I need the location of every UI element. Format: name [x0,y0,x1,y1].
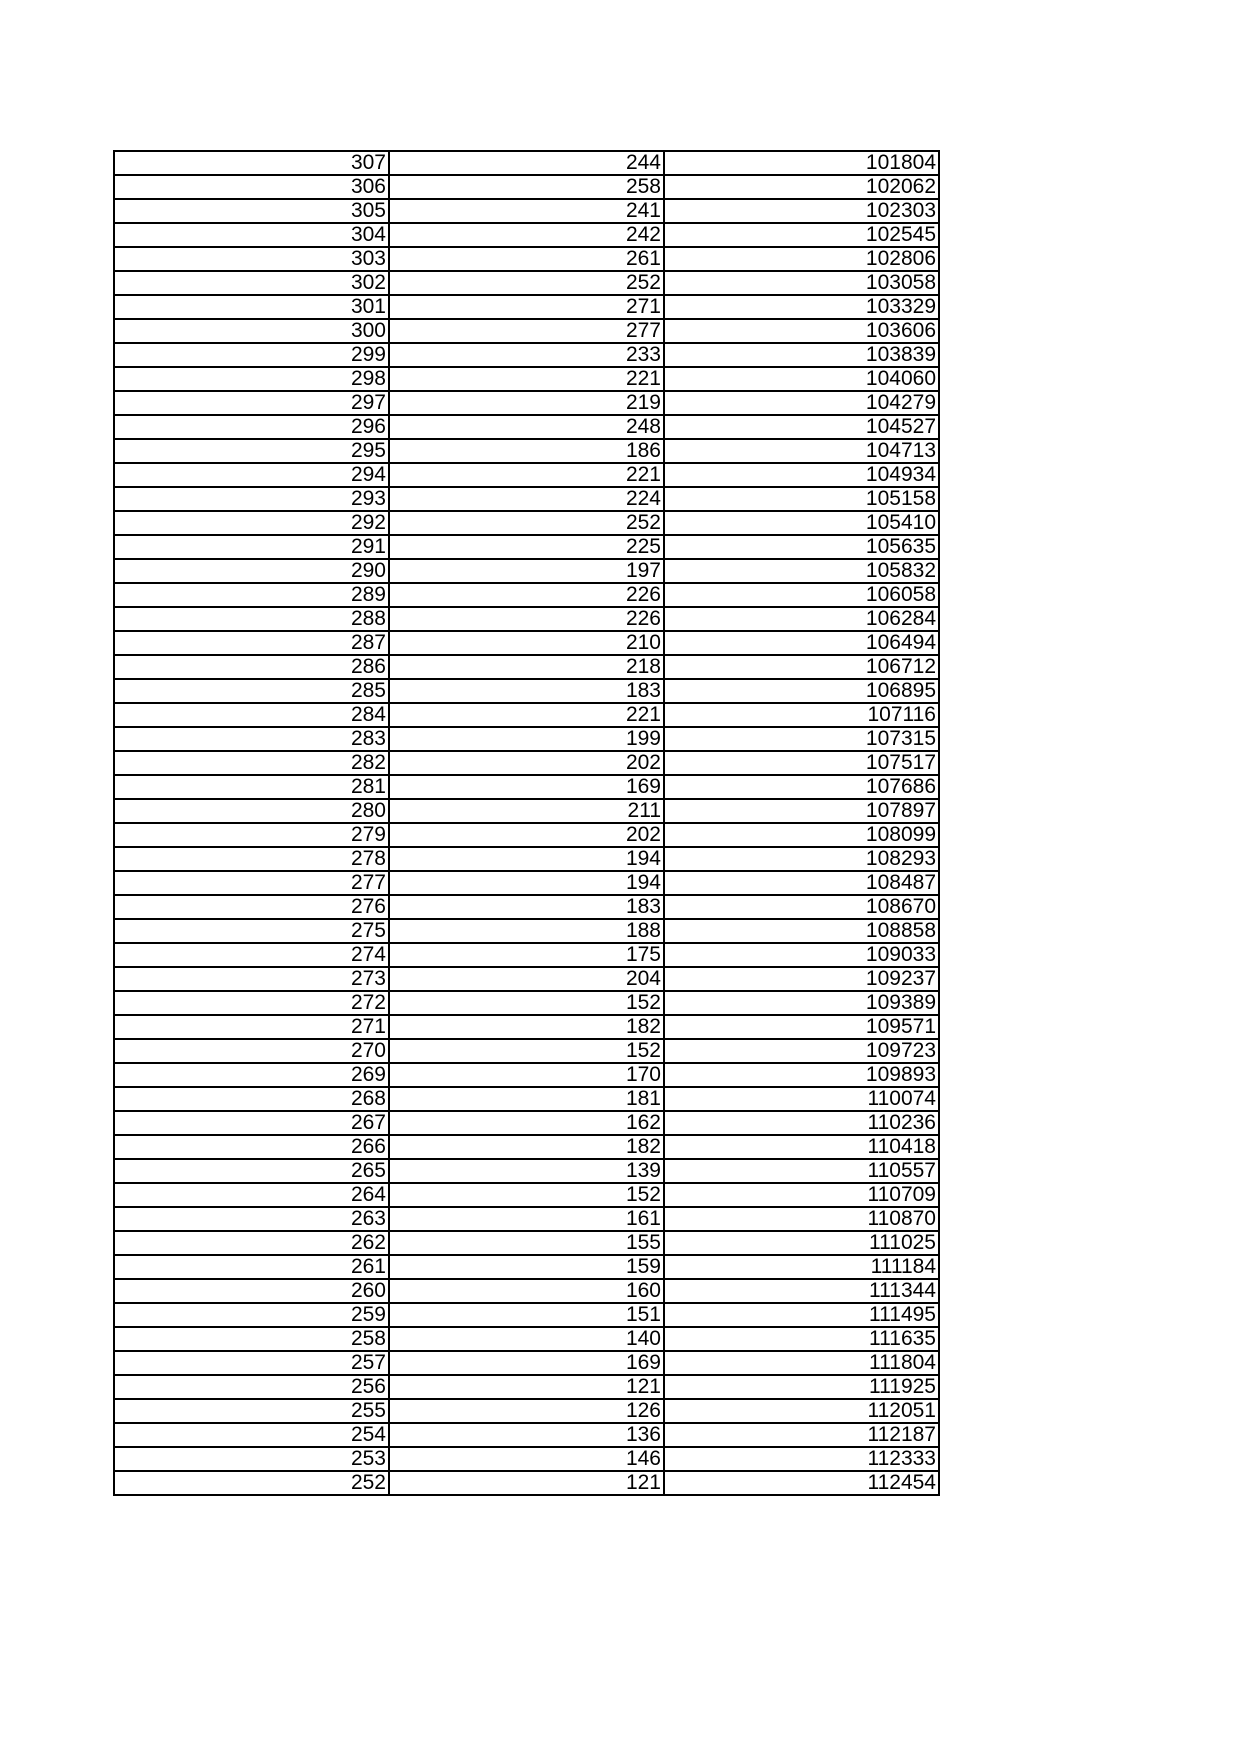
table-row [114,1111,939,1135]
cumulative-cell: 106058 [664,583,939,607]
score-cell: 303 [114,247,389,271]
count-cell: 244 [389,151,664,175]
score-cell: 293 [114,487,389,511]
cumulative-cell: 105158 [664,487,939,511]
table-row [114,319,939,343]
table-row [114,1039,939,1063]
table-row [114,655,939,679]
table-row [114,1375,939,1399]
table-row [114,583,939,607]
count-cell: 159 [389,1255,664,1279]
score-cell: 258 [114,1327,389,1351]
count-cell: 121 [389,1471,664,1495]
score-cell: 252 [114,1471,389,1495]
table-row [114,895,939,919]
count-cell: 175 [389,943,664,967]
cumulative-cell: 109723 [664,1039,939,1063]
score-cell: 253 [114,1447,389,1471]
score-cell: 265 [114,1159,389,1183]
table-row [114,943,939,967]
cumulative-cell: 109237 [664,967,939,991]
count-cell: 211 [389,799,664,823]
table-row [114,367,939,391]
table-row [114,487,939,511]
cumulative-cell: 108487 [664,871,939,895]
count-cell: 219 [389,391,664,415]
count-cell: 136 [389,1423,664,1447]
count-cell: 169 [389,1351,664,1375]
count-cell: 241 [389,199,664,223]
table-row [114,271,939,295]
score-cell: 305 [114,199,389,223]
table-row [114,1135,939,1159]
cumulative-cell: 106712 [664,655,939,679]
table-row [114,151,939,175]
count-cell: 277 [389,319,664,343]
score-cell: 277 [114,871,389,895]
table-row [114,295,939,319]
cumulative-cell: 109893 [664,1063,939,1087]
table-row [114,1063,939,1087]
cumulative-cell: 110870 [664,1207,939,1231]
score-cell: 307 [114,151,389,175]
score-cell: 291 [114,535,389,559]
count-cell: 152 [389,1039,664,1063]
count-cell: 183 [389,679,664,703]
count-cell: 160 [389,1279,664,1303]
cumulative-cell: 106895 [664,679,939,703]
score-cell: 300 [114,319,389,343]
cumulative-cell: 103329 [664,295,939,319]
score-cell: 276 [114,895,389,919]
table-row [114,1231,939,1255]
table-row [114,1183,939,1207]
cumulative-cell: 110236 [664,1111,939,1135]
table-row [114,1207,939,1231]
count-cell: 248 [389,415,664,439]
cumulative-cell: 105832 [664,559,939,583]
cumulative-cell: 103058 [664,271,939,295]
table-row [114,751,939,775]
table-row [114,847,939,871]
cumulative-cell: 103839 [664,343,939,367]
table-row [114,1255,939,1279]
count-cell: 146 [389,1447,664,1471]
table-row [114,391,939,415]
cumulative-cell: 102806 [664,247,939,271]
table-row [114,559,939,583]
table-row [114,463,939,487]
table-row [114,1423,939,1447]
count-cell: 140 [389,1327,664,1351]
cumulative-cell: 106494 [664,631,939,655]
score-cell: 299 [114,343,389,367]
score-cell: 281 [114,775,389,799]
cumulative-cell: 110074 [664,1087,939,1111]
count-cell: 182 [389,1015,664,1039]
table-row [114,823,939,847]
table-row [114,415,939,439]
score-cell: 306 [114,175,389,199]
score-cell: 269 [114,1063,389,1087]
count-cell: 226 [389,583,664,607]
count-cell: 151 [389,1303,664,1327]
score-cell: 256 [114,1375,389,1399]
score-cell: 295 [114,439,389,463]
score-cell: 298 [114,367,389,391]
cumulative-cell: 111635 [664,1327,939,1351]
score-cell: 272 [114,991,389,1015]
count-cell: 194 [389,871,664,895]
table-row [114,967,939,991]
score-cell: 259 [114,1303,389,1327]
count-cell: 126 [389,1399,664,1423]
cumulative-cell: 111804 [664,1351,939,1375]
count-cell: 194 [389,847,664,871]
score-cell: 262 [114,1231,389,1255]
score-cell: 261 [114,1255,389,1279]
table-row [114,511,939,535]
score-cell: 294 [114,463,389,487]
count-cell: 226 [389,607,664,631]
cumulative-cell: 109033 [664,943,939,967]
cumulative-cell: 108670 [664,895,939,919]
score-cell: 284 [114,703,389,727]
count-cell: 183 [389,895,664,919]
count-cell: 162 [389,1111,664,1135]
table-row [114,631,939,655]
count-cell: 233 [389,343,664,367]
cumulative-cell: 110418 [664,1135,939,1159]
table-row [114,1399,939,1423]
count-cell: 170 [389,1063,664,1087]
cumulative-cell: 104934 [664,463,939,487]
cumulative-cell: 108858 [664,919,939,943]
cumulative-cell: 111025 [664,1231,939,1255]
score-cell: 296 [114,415,389,439]
cumulative-cell: 107897 [664,799,939,823]
count-cell: 221 [389,703,664,727]
cumulative-cell: 108293 [664,847,939,871]
table-row [114,775,939,799]
cumulative-cell: 107116 [664,703,939,727]
score-cell: 273 [114,967,389,991]
table-row [114,247,939,271]
table-row [114,1087,939,1111]
count-cell: 221 [389,367,664,391]
count-cell: 225 [389,535,664,559]
score-cell: 289 [114,583,389,607]
count-cell: 161 [389,1207,664,1231]
score-cell: 254 [114,1423,389,1447]
table-row [114,1015,939,1039]
cumulative-cell: 111184 [664,1255,939,1279]
cumulative-cell: 104527 [664,415,939,439]
count-cell: 186 [389,439,664,463]
count-cell: 155 [389,1231,664,1255]
count-cell: 242 [389,223,664,247]
table-row [114,679,939,703]
score-cell: 275 [114,919,389,943]
count-cell: 252 [389,511,664,535]
cumulative-cell: 110709 [664,1183,939,1207]
table-row [114,439,939,463]
count-cell: 169 [389,775,664,799]
cumulative-cell: 105410 [664,511,939,535]
table-row [114,535,939,559]
count-cell: 224 [389,487,664,511]
count-cell: 218 [389,655,664,679]
score-cell: 280 [114,799,389,823]
cumulative-cell: 112454 [664,1471,939,1495]
cumulative-cell: 107686 [664,775,939,799]
table-row [114,727,939,751]
count-cell: 182 [389,1135,664,1159]
score-cell: 285 [114,679,389,703]
cumulative-cell: 105635 [664,535,939,559]
score-cell: 266 [114,1135,389,1159]
cumulative-cell: 108099 [664,823,939,847]
table-row [114,1327,939,1351]
score-cell: 260 [114,1279,389,1303]
score-cell: 287 [114,631,389,655]
cumulative-cell: 104060 [664,367,939,391]
cumulative-cell: 111925 [664,1375,939,1399]
score-cell: 268 [114,1087,389,1111]
cumulative-cell: 110557 [664,1159,939,1183]
cumulative-cell: 102062 [664,175,939,199]
table-body [114,151,939,1495]
cumulative-cell: 104713 [664,439,939,463]
score-cell: 282 [114,751,389,775]
count-cell: 152 [389,991,664,1015]
count-cell: 197 [389,559,664,583]
count-cell: 204 [389,967,664,991]
table-row [114,871,939,895]
score-cell: 255 [114,1399,389,1423]
score-cell: 278 [114,847,389,871]
score-cell: 283 [114,727,389,751]
score-cell: 279 [114,823,389,847]
table-row [114,223,939,247]
cumulative-cell: 103606 [664,319,939,343]
score-cell: 267 [114,1111,389,1135]
score-cell: 302 [114,271,389,295]
cumulative-cell: 102545 [664,223,939,247]
score-cell: 263 [114,1207,389,1231]
table-row [114,1471,939,1495]
count-cell: 152 [389,1183,664,1207]
count-cell: 252 [389,271,664,295]
score-cell: 288 [114,607,389,631]
score-cell: 257 [114,1351,389,1375]
count-cell: 199 [389,727,664,751]
cumulative-cell: 112333 [664,1447,939,1471]
cumulative-cell: 107517 [664,751,939,775]
score-cell: 286 [114,655,389,679]
table-row [114,991,939,1015]
table-row [114,607,939,631]
score-cell: 292 [114,511,389,535]
count-cell: 181 [389,1087,664,1111]
count-cell: 202 [389,823,664,847]
count-cell: 139 [389,1159,664,1183]
score-cell: 301 [114,295,389,319]
cumulative-cell: 111495 [664,1303,939,1327]
cumulative-cell: 101804 [664,151,939,175]
table-row [114,703,939,727]
cumulative-cell: 102303 [664,199,939,223]
score-cell: 290 [114,559,389,583]
score-cell: 304 [114,223,389,247]
count-cell: 121 [389,1375,664,1399]
count-cell: 210 [389,631,664,655]
count-cell: 271 [389,295,664,319]
cumulative-cell: 104279 [664,391,939,415]
table-row [114,175,939,199]
count-cell: 188 [389,919,664,943]
count-cell: 221 [389,463,664,487]
table-row [114,199,939,223]
score-cell: 297 [114,391,389,415]
score-cell: 274 [114,943,389,967]
table-row [114,1351,939,1375]
table-row [114,919,939,943]
cumulative-cell: 109571 [664,1015,939,1039]
cumulative-cell: 109389 [664,991,939,1015]
score-cell: 270 [114,1039,389,1063]
data-table [113,150,940,1496]
count-cell: 261 [389,247,664,271]
cumulative-cell: 112051 [664,1399,939,1423]
table-row [114,343,939,367]
table-row [114,1447,939,1471]
cumulative-cell: 106284 [664,607,939,631]
count-cell: 202 [389,751,664,775]
cumulative-cell: 112187 [664,1423,939,1447]
table-row [114,1159,939,1183]
table-row [114,799,939,823]
table-row [114,1279,939,1303]
cumulative-cell: 107315 [664,727,939,751]
table-row [114,1303,939,1327]
score-cell: 271 [114,1015,389,1039]
score-cell: 264 [114,1183,389,1207]
cumulative-cell: 111344 [664,1279,939,1303]
count-cell: 258 [389,175,664,199]
